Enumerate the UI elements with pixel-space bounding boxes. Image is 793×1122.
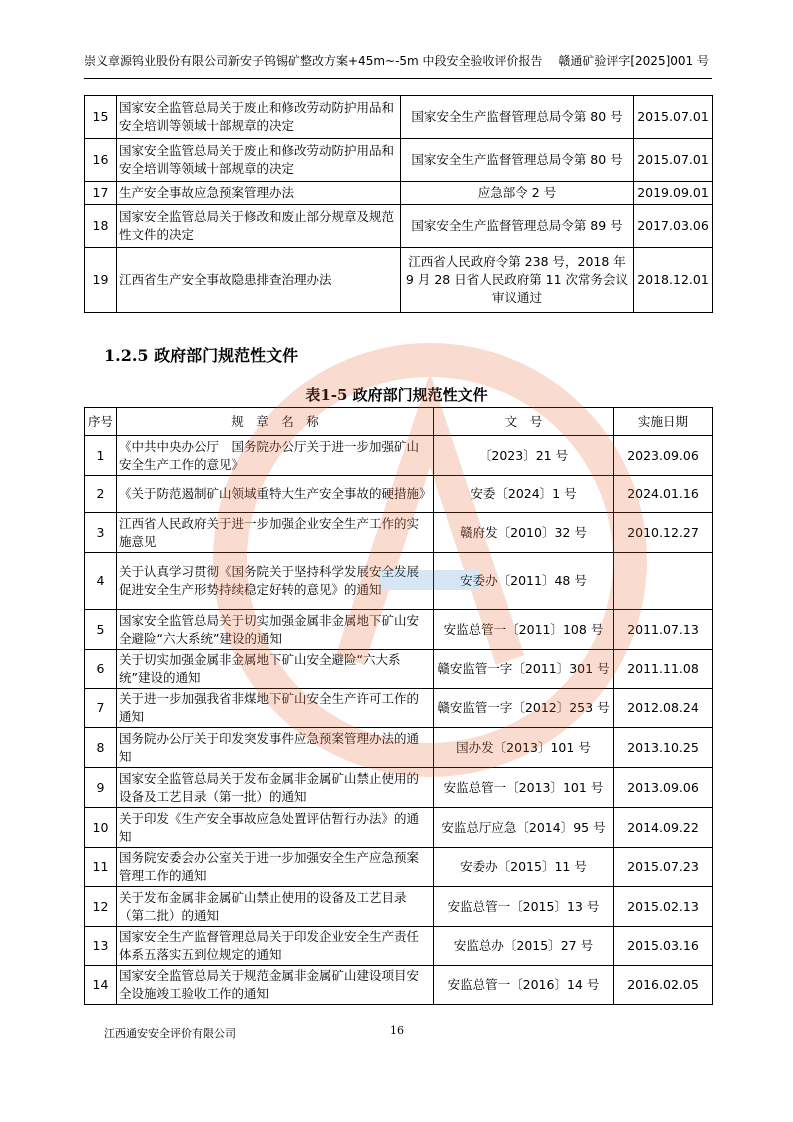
table-row: [85, 650, 713, 689]
row-number: 10: [85, 808, 117, 848]
regulation-name: 国务院安委会办公室关于进一步加强安全生产应急预案管理工作的通知: [117, 848, 434, 887]
row-number: 5: [85, 610, 117, 650]
effective-date: 2015.03.16: [614, 927, 713, 966]
document-number: 应急部令 2 号: [401, 182, 634, 205]
effective-date: 2015.07.01: [634, 139, 713, 182]
regulation-name: 国家安全监管总局关于修改和废止部分规章及规范性文件的决定: [117, 205, 401, 248]
row-number: 13: [85, 927, 117, 966]
regulation-name: 国务院办公厅关于印发突发事件应急预案管理办法的通知: [117, 728, 434, 768]
document-number: 国家安全生产监督管理总局令第 80 号: [401, 139, 634, 182]
regulation-name: 关于印发《生产安全事故应急处置评估暂行办法》的通知: [117, 808, 434, 848]
effective-date: 2011.07.13: [614, 610, 713, 650]
regulation-name: 关于发布金属非金属矿山禁止使用的设备及工艺目录（第二批）的通知: [117, 887, 434, 927]
table-row: [85, 476, 713, 513]
document-number: 安委办〔2011〕48 号: [434, 553, 614, 610]
effective-date: [614, 553, 713, 610]
regulation-name: 江西省人民政府关于进一步加强企业安全生产工作的实施意见: [117, 513, 434, 553]
table-row: [85, 689, 713, 728]
effective-date: 2017.03.06: [634, 205, 713, 248]
document-number: 赣安监管一字〔2012〕253 号: [434, 689, 614, 728]
row-number: 17: [85, 182, 117, 205]
document-number: 安监总管一〔2013〕101 号: [434, 768, 614, 808]
table-row: [85, 728, 713, 768]
table-caption: 表1-5 政府部门规范性文件: [305, 386, 488, 404]
effective-date: 2024.01.16: [614, 476, 713, 513]
regulation-name: 国家安全监管总局关于规范金属非金属矿山建设项目安全设施竣工验收工作的通知: [117, 966, 434, 1005]
document-number: 安委〔2024〕1 号: [434, 476, 614, 513]
document-number: 安监总管一〔2016〕14 号: [434, 966, 614, 1005]
table-row: [85, 139, 713, 182]
table-row: [85, 887, 713, 927]
regulations-table-continued: [84, 95, 713, 313]
row-number: 6: [85, 650, 117, 689]
table-row: [85, 848, 713, 887]
header-date: 实施日期: [614, 408, 713, 436]
effective-date: 2013.09.06: [614, 768, 713, 808]
row-number: 3: [85, 513, 117, 553]
effective-date: 2014.09.22: [614, 808, 713, 848]
row-number: 7: [85, 689, 117, 728]
regulation-name: 生产安全事故应急预案管理办法: [117, 182, 401, 205]
row-number: 9: [85, 768, 117, 808]
regulation-name: 国家安全监管总局关于废止和修改劳动防护用品和安全培训等领域十部规章的决定: [117, 139, 401, 182]
document-number: 江西省人民政府令第 238 号，2018 年 9 月 28 日省人民政府第 11 次常务会议审议通过: [401, 248, 634, 313]
regulation-name: 关于进一步加强我省非煤地下矿山安全生产许可工作的通知: [117, 689, 434, 728]
document-number: 安监总管一〔2015〕13 号: [434, 887, 614, 927]
regulation-name: 国家安全监管总局关于发布金属非金属矿山禁止使用的设备及工艺目录（第一批）的通知: [117, 768, 434, 808]
document-number: 安监总厅应急〔2014〕95 号: [434, 808, 614, 848]
footer-company: 江西通安安全评价有限公司: [104, 1027, 236, 1040]
effective-date: 2011.11.08: [614, 650, 713, 689]
document-number: 安委办〔2015〕11 号: [434, 848, 614, 887]
table-header-row: [85, 408, 713, 436]
effective-date: 2010.12.27: [614, 513, 713, 553]
row-number: 11: [85, 848, 117, 887]
header-doc: 文 号: [434, 408, 614, 436]
row-number: 15: [85, 96, 117, 139]
regulation-name: 《关于防范遏制矿山领域重特大生产安全事故的硬措施》: [117, 476, 434, 513]
effective-date: 2015.07.01: [634, 96, 713, 139]
table-row: [85, 513, 713, 553]
effective-date: 2018.12.01: [634, 248, 713, 313]
page-header: 崇义章源钨业股份有限公司新安子钨锡矿整改方案+45m~-5m 中段安全验收评价报告 赣通矿验评字[2025]001 号: [84, 54, 709, 68]
row-number: 1: [85, 436, 117, 476]
row-number: 12: [85, 887, 117, 927]
regulation-name: 国家安全生产监督管理总局关于印发企业安全生产责任体系五落实五到位规定的通知: [117, 927, 434, 966]
table-row: [85, 553, 713, 610]
table-row: [85, 768, 713, 808]
regulation-name: 《中共中央办公厅 国务院办公厅关于进一步加强矿山安全生产工作的意见》: [117, 436, 434, 476]
effective-date: 2015.07.23: [614, 848, 713, 887]
row-number: 4: [85, 553, 117, 610]
regulation-name: 关于切实加强金属非金属地下矿山安全避险“六大系统”建设的通知: [117, 650, 434, 689]
table-row: [85, 927, 713, 966]
regulation-name: 关于认真学习贯彻《国务院关于坚持科学发展安全发展促进安全生产形势持续稳定好转的意见》的通知: [117, 553, 434, 610]
header-rule: [84, 78, 712, 79]
header-name: 规 章 名 称: [117, 408, 434, 436]
table-row: [85, 808, 713, 848]
row-number: 8: [85, 728, 117, 768]
regulation-name: 国家安全监管总局关于废止和修改劳动防护用品和安全培训等领域十部规章的决定: [117, 96, 401, 139]
row-number: 18: [85, 205, 117, 248]
effective-date: 2015.02.13: [614, 887, 713, 927]
document-number: 国家安全生产监督管理总局令第 89 号: [401, 205, 634, 248]
document-number: 赣府发〔2010〕32 号: [434, 513, 614, 553]
table-row: [85, 436, 713, 476]
regulation-name: 国家安全监管总局关于切实加强金属非金属地下矿山安全避险“六大系统”建设的通知: [117, 610, 434, 650]
document-number: 安监总管一〔2011〕108 号: [434, 610, 614, 650]
effective-date: 2012.08.24: [614, 689, 713, 728]
effective-date: 2013.10.25: [614, 728, 713, 768]
table-row: [85, 182, 713, 205]
table-row: [85, 96, 713, 139]
document-number: 赣安监管一字〔2011〕301 号: [434, 650, 614, 689]
effective-date: 2016.02.05: [614, 966, 713, 1005]
section-heading: 1.2.5 政府部门规范性文件: [104, 346, 299, 365]
table-row: [85, 610, 713, 650]
row-number: 2: [85, 476, 117, 513]
page-number: 16: [390, 1024, 404, 1037]
row-number: 14: [85, 966, 117, 1005]
table-row: [85, 205, 713, 248]
header-no: 序号: [85, 408, 117, 436]
document-number: 国家安全生产监督管理总局令第 80 号: [401, 96, 634, 139]
document-number: 安监总办〔2015〕27 号: [434, 927, 614, 966]
table-row: [85, 248, 713, 313]
government-documents-table: [84, 407, 713, 1005]
effective-date: 2019.09.01: [634, 182, 713, 205]
row-number: 19: [85, 248, 117, 313]
effective-date: 2023.09.06: [614, 436, 713, 476]
regulation-name: 江西省生产安全事故隐患排查治理办法: [117, 248, 401, 313]
table-row: [85, 966, 713, 1005]
document-number: 〔2023〕21 号: [434, 436, 614, 476]
row-number: 16: [85, 139, 117, 182]
document-number: 国办发〔2013〕101 号: [434, 728, 614, 768]
